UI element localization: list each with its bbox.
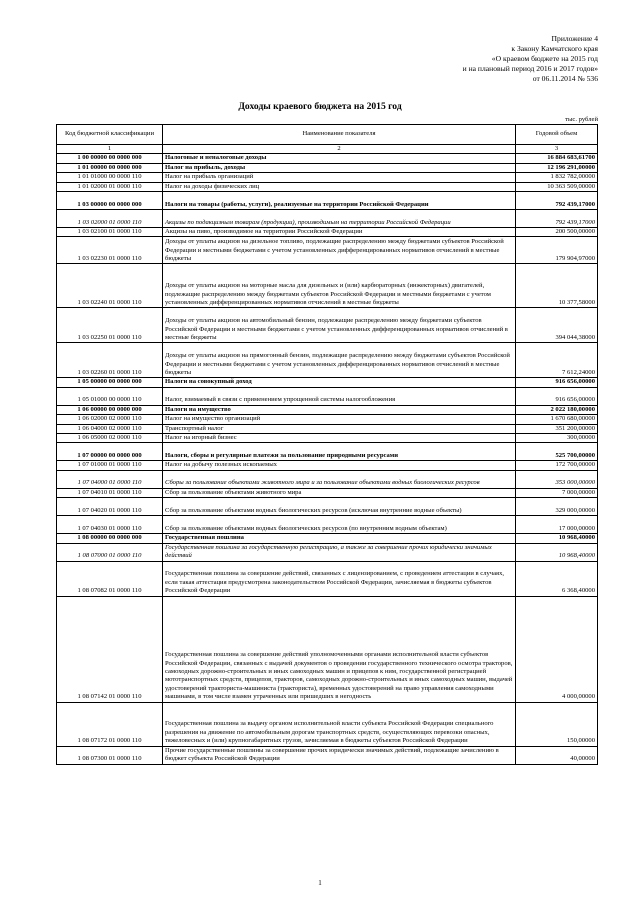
row-amount: 150,00000	[516, 702, 598, 746]
table-row	[57, 443, 598, 461]
header-amount: Годовой объем	[516, 125, 598, 145]
row-amount: 394 044,38000	[516, 308, 598, 343]
row-amount: 17 000,00000	[516, 516, 598, 534]
header-name: Наименование показателя	[163, 125, 516, 145]
page-number: 1	[318, 879, 322, 887]
row-amount: 10 968,40000	[516, 543, 598, 561]
row-code: 1 06 04000 02 0000 110	[57, 424, 163, 433]
appendix-line: от 06.11.2014 № 536	[532, 74, 598, 83]
row-name: Акцизы по подакцизным товарам (продукции), производимым на территории Российской Федерации	[163, 210, 516, 228]
row-amount: 172 700,00000	[516, 461, 598, 470]
table-row	[57, 424, 598, 433]
appendix-line: Приложение 4	[551, 34, 598, 43]
row-name: Доходы от уплаты акцизов на прямогонный бензин, подлежащие распределению между бюджетами субъектов Российской Федерации и местными бюджетами с учетом установленных дифференцированных нормативов отчислений в местные бюджеты	[163, 343, 516, 378]
row-amount: 1 670 680,00000	[516, 415, 598, 424]
row-name: Доходы от уплаты акцизов на моторные масла для дизельных и (или) карбюраторных (инжекторных) двигателей, подлежащие распределению между бюджетами субъектов Российской Федерации и местными бюджетами с учетом установленных дифференцированных нормативов отчислений в местные бюджеты	[163, 264, 516, 308]
column-number: 1	[57, 145, 163, 154]
row-code: 1 07 00000 00 0000 000	[57, 443, 163, 461]
table-row	[57, 237, 598, 264]
row-code: 1 05 01000 00 0000 110	[57, 387, 163, 405]
document-title: Доходы краевого бюджета на 2015 год	[238, 101, 402, 112]
row-code: 1 07 04010 01 0000 110	[57, 488, 163, 497]
table-row	[57, 434, 598, 443]
row-amount: 1 832 782,00000	[516, 173, 598, 182]
row-code: 1 07 01000 01 0000 110	[57, 461, 163, 470]
table-row	[57, 378, 598, 387]
row-name: Государственная пошлина за государственную регистрацию, а также за совершение прочих юридически значимых действий	[163, 543, 516, 561]
row-code: 1 01 00000 00 0000 000	[57, 163, 163, 172]
row-amount: 16 884 683,61700	[516, 154, 598, 163]
header-code: Код бюджетной классификации	[57, 125, 163, 145]
row-amount: 7 000,00000	[516, 488, 598, 497]
row-code: 1 06 00000 00 0000 000	[57, 405, 163, 414]
row-code: 1 01 02000 01 0000 110	[57, 182, 163, 191]
row-name: Транспортный налог	[163, 424, 516, 433]
table-row	[57, 387, 598, 405]
row-code: 1 08 07142 01 0000 110	[57, 596, 163, 702]
table-row	[57, 210, 598, 228]
row-code: 1 08 07172 01 0000 110	[57, 702, 163, 746]
table-row	[57, 488, 598, 497]
table-row	[57, 498, 598, 516]
row-amount: 300,00000	[516, 434, 598, 443]
row-name: Налоги, сборы и регулярные платежи за пользование природными ресурсами	[163, 443, 516, 461]
row-name: Доходы от уплаты акцизов на автомобильный бензин, подлежащие распределению между бюджетами субъектов Российской Федерации и местными бюджетами с учетом установленных дифференцированных нормативов отчислений в местные бюджеты	[163, 308, 516, 343]
table-row	[57, 192, 598, 210]
table-row	[57, 534, 598, 543]
row-amount: 329 000,00000	[516, 498, 598, 516]
appendix-note	[463, 34, 598, 84]
row-amount: 200 500,00000	[516, 228, 598, 237]
row-name: Налоги на совокупный доход	[163, 378, 516, 387]
table-row	[57, 470, 598, 488]
row-code: 1 08 00000 00 0000 000	[57, 534, 163, 543]
row-amount: 40,00000	[516, 746, 598, 764]
row-name: Налоговые и неналоговые доходы	[163, 154, 516, 163]
row-code: 1 08 07082 01 0000 110	[57, 561, 163, 596]
units-label: тыс. рублей	[565, 116, 598, 123]
table-row	[57, 561, 598, 596]
row-amount: 6 368,40000	[516, 561, 598, 596]
row-name: Налог на игорный бизнес	[163, 434, 516, 443]
row-amount: 7 612,24000	[516, 343, 598, 378]
row-name: Налог на прибыль организаций	[163, 173, 516, 182]
row-amount: 10 363 509,00000	[516, 182, 598, 191]
table-row	[57, 308, 598, 343]
row-code: 1 03 02000 01 0000 110	[57, 210, 163, 228]
row-code: 1 03 02260 01 0000 110	[57, 343, 163, 378]
row-name: Налоги на товары (работы, услуги), реализуемые на территории Российской Федерации	[163, 192, 516, 210]
appendix-line: и на плановый период 2016 и 2017 годов»	[462, 64, 598, 73]
table-row	[57, 516, 598, 534]
row-code: 1 07 04030 01 0000 110	[57, 516, 163, 534]
table-row	[57, 461, 598, 470]
table-row	[57, 182, 598, 191]
row-name: Сборы за пользование объектами животного мира и за пользование объектами водных биологических ресурсов	[163, 470, 516, 488]
row-amount: 4 000,00000	[516, 596, 598, 702]
row-name: Налоги на имущество	[163, 405, 516, 414]
row-amount: 353 000,00000	[516, 470, 598, 488]
table-body	[57, 154, 598, 764]
table-row	[57, 405, 598, 414]
row-code: 1 08 07000 01 0000 110	[57, 543, 163, 561]
row-name: Налог на доходы физических лиц	[163, 182, 516, 191]
row-name: Налог на добычу полезных ископаемых	[163, 461, 516, 470]
row-name: Налог на имущество организаций	[163, 415, 516, 424]
table-row	[57, 154, 598, 163]
table-row	[57, 746, 598, 764]
row-name: Государственная пошлина за совершение действий, связанных с лицензированием, с проведением аттестации в случаях, если такая аттестация предусмотрена законодательством Российской Федерации, зачисляемая в бюджеты субъектов Российской Федерации	[163, 561, 516, 596]
row-name: Государственная пошлина за выдачу органом исполнительной власти субъекта Российской Федерации специального разрешения на движение по автомобильным дорогам транспортных средств, осуществляющих перевозки опасных, тяжеловесных и (или) крупногабаритных грузов, зачисляемая в бюджеты субъектов Российской Федерации	[163, 702, 516, 746]
row-code: 1 03 02240 01 0000 110	[57, 264, 163, 308]
row-name: Акцизы на пиво, производимое на территории Российской Федерации	[163, 228, 516, 237]
row-code: 1 08 07300 01 0000 110	[57, 746, 163, 764]
table-row	[57, 702, 598, 746]
row-amount: 792 439,17000	[516, 192, 598, 210]
row-name: Государственная пошлина за совершение действий уполномоченными органами исполнительной власти субъектов Российской Федерации, связанных с выдачей документов о проведении государственного технического осмотра тракторов, самоходных дорожно-строительных и иных самоходных машин и прицепов к ним, государственной регистрацией мототранспортных средств, прицепов, тракторов, самоходных дорожно-строительных и иных самоходных машин, выдачей удостоверений тракториста-машиниста (тракториста), временных удостоверений на право управления самоходными машинами, в том числе взамен утраченных или пришедших в негодность	[163, 596, 516, 702]
table-header-row	[57, 125, 598, 145]
row-name: Налог на прибыль, доходы	[163, 163, 516, 172]
row-code: 1 06 02000 02 0000 110	[57, 415, 163, 424]
row-amount: 10 377,58000	[516, 264, 598, 308]
row-code: 1 03 02250 01 0000 110	[57, 308, 163, 343]
column-number: 3	[516, 145, 598, 154]
row-name: Государственная пошлина	[163, 534, 516, 543]
row-code: 1 00 00000 00 0000 000	[57, 154, 163, 163]
column-number: 2	[163, 145, 516, 154]
row-amount: 12 196 291,00000	[516, 163, 598, 172]
table-row	[57, 163, 598, 172]
appendix-line: к Закону Камчатского края	[511, 44, 598, 53]
row-name: Налог, взимаемый в связи с применением упрощенной системы налогообложения	[163, 387, 516, 405]
row-code: 1 07 04000 01 0000 110	[57, 470, 163, 488]
row-name: Сбор за пользование объектами водных биологических ресурсов (по внутренним водным объектам)	[163, 516, 516, 534]
appendix-line: «О краевом бюджете на 2015 год	[491, 54, 598, 63]
table-row	[57, 543, 598, 561]
row-amount: 351 200,00000	[516, 424, 598, 433]
table-row	[57, 264, 598, 308]
row-code: 1 03 00000 00 0000 000	[57, 192, 163, 210]
table-row	[57, 415, 598, 424]
row-amount: 525 700,00000	[516, 443, 598, 461]
row-name: Сбор за пользование объектами животного мира	[163, 488, 516, 497]
row-code: 1 07 04020 01 0000 110	[57, 498, 163, 516]
row-code: 1 03 02230 01 0000 110	[57, 237, 163, 264]
budget-revenue-table	[56, 124, 598, 765]
row-name: Доходы от уплаты акцизов на дизельное топливо, подлежащие распределению между бюджетами субъектов Российской Федерации и местными бюджетами с учетом установленных дифференцированных нормативов отчислений в местные бюджеты	[163, 237, 516, 264]
row-amount: 792 439,17000	[516, 210, 598, 228]
row-amount: 10 968,40000	[516, 534, 598, 543]
table-row	[57, 173, 598, 182]
row-code: 1 06 05000 02 0000 110	[57, 434, 163, 443]
row-amount: 916 656,00000	[516, 387, 598, 405]
table-row	[57, 596, 598, 702]
row-name: Прочие государственные пошлины за совершение прочих юридически значимых действий, подлежащие зачислению в бюджет субъекта Российской Федерации	[163, 746, 516, 764]
column-number-row	[57, 145, 598, 154]
row-code: 1 03 02100 01 0000 110	[57, 228, 163, 237]
row-amount: 2 022 180,00000	[516, 405, 598, 414]
row-amount: 179 904,97000	[516, 237, 598, 264]
row-code: 1 01 01000 00 0000 110	[57, 173, 163, 182]
row-amount: 916 656,00000	[516, 378, 598, 387]
row-name: Сбор за пользование объектами водных биологических ресурсов (исключая внутренние водные объекты)	[163, 498, 516, 516]
row-code: 1 05 00000 00 0000 000	[57, 378, 163, 387]
table-row	[57, 228, 598, 237]
table-row	[57, 343, 598, 378]
